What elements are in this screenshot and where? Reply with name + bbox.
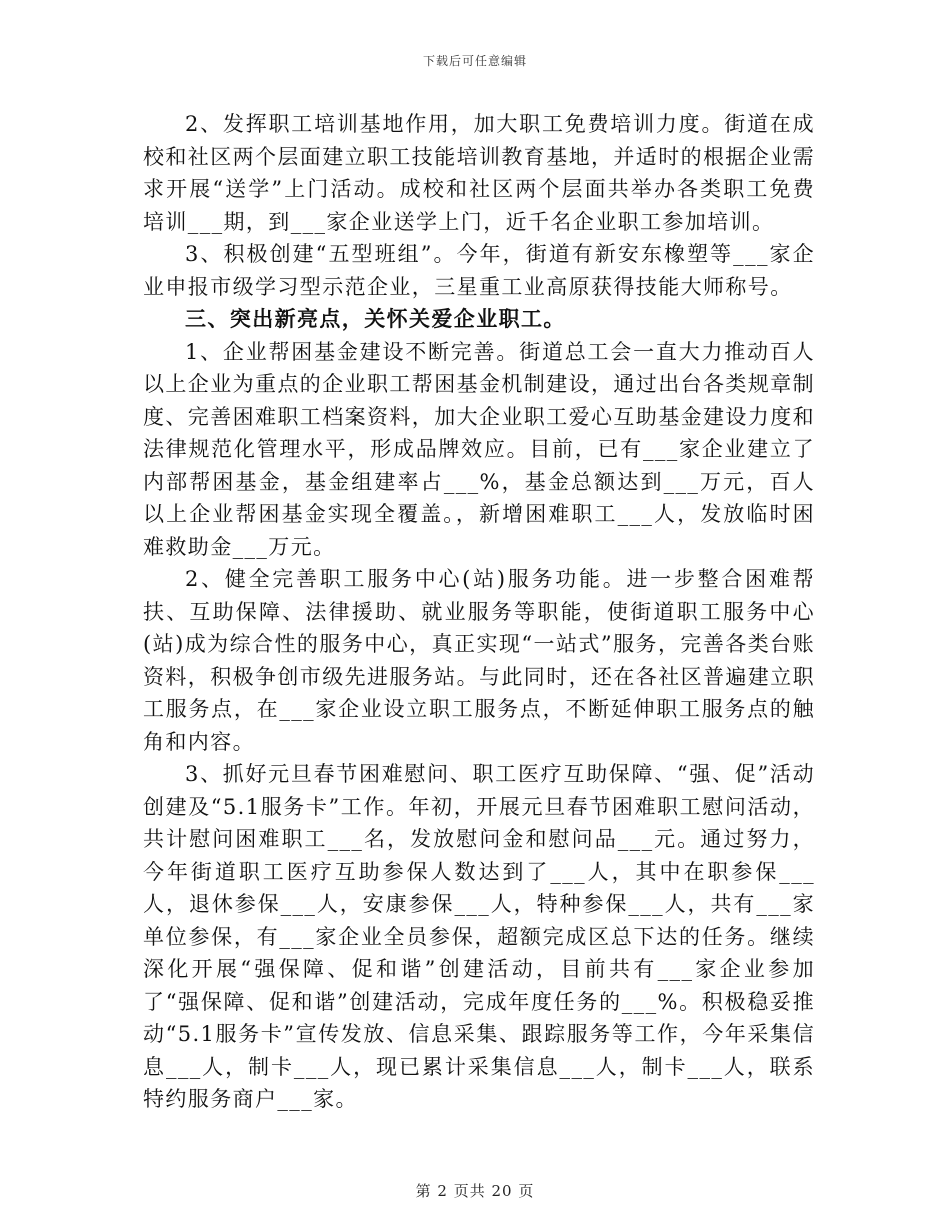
paragraph-festival-condolence: 3、抓好元旦春节困难慰问、职工医疗互助保障、“强、促”活动创建及“5.1服务卡”工作。年初，开展元旦春节困难职工慰问活动，共计慰问困难职工___名，发放慰问金和慰问品___元。通过努力，今年街道职工医疗互助参保人数达到了___人，其中在职参保___人，退休参保___人，安康参保___人，特种参保___人，共有___家单位参保，有___家企业全员参保，超额完成区总下达的任务。继续深化开展“强保障、促和谐”创建活动，目前共有___家企业参加了“强保障、促和谐”创建活动，完成年度任务的___%。积极稳妥推动“5.1服务卡”宣传发放、信息采集、跟踪服务等工作，今年采集信息___人，制卡___人，现已累计采集信息___人，制卡___人，联系特约服务商户___家。 bbox=[143, 762, 815, 1111]
paragraph-assistance-fund: 1、企业帮困基金建设不断完善。街道总工会一直大力推动百人以上企业为重点的企业职工帮困基金机制建设，通过出台各类规章制度、完善困难职工档案资料，加大企业职工爱心互助基金建设力度和法律规范化管理水平，形成品牌效应。目前，已有___家企业建立了内部帮困基金，基金组建率占___%，基金总额达到___万元，百人以上企业帮困基金实现全覆盖。，新增困难职工___人，发放临时困难救助金___万元。 bbox=[143, 339, 815, 559]
page-header: 下载后可任意编辑 bbox=[422, 54, 527, 68]
section-heading-3: 三、突出新亮点，关怀关爱企业职工。 bbox=[185, 306, 566, 331]
paragraph-service-center: 2、健全完善职工服务中心(站)服务功能。进一步整合困难帮扶、互助保障、法律援助、就业服务等职能，使街道职工服务中心(站)成为综合性的服务中心，真正实现“一站式”服务，完善各类台账资料，积极争创市级先进服务站。与此同时，还在各社区普遍建立职工服务点，在___家企业设立职工服务点，不断延伸职工服务点的触角和内容。 bbox=[143, 567, 815, 754]
document-body bbox=[143, 108, 815, 1116]
page-number: 第 2 页共 20 页 bbox=[415, 1182, 535, 1200]
paragraph-five-type-team: 3、积极创建“五型班组”。今年，街道有新安东橡塑等___家企业申报市级学习型示范企业，三星重工业高原获得技能大师称号。 bbox=[143, 242, 815, 299]
paragraph-training-base: 2、发挥职工培训基地作用，加大职工免费培训力度。街道在成校和社区两个层面建立职工技能培训教育基地，并适时的根据企业需求开展“送学”上门活动。成校和社区两个层面共举办各类职工免费培训___期，到___家企业送学上门，近千名企业职工参加培训。 bbox=[143, 112, 815, 234]
